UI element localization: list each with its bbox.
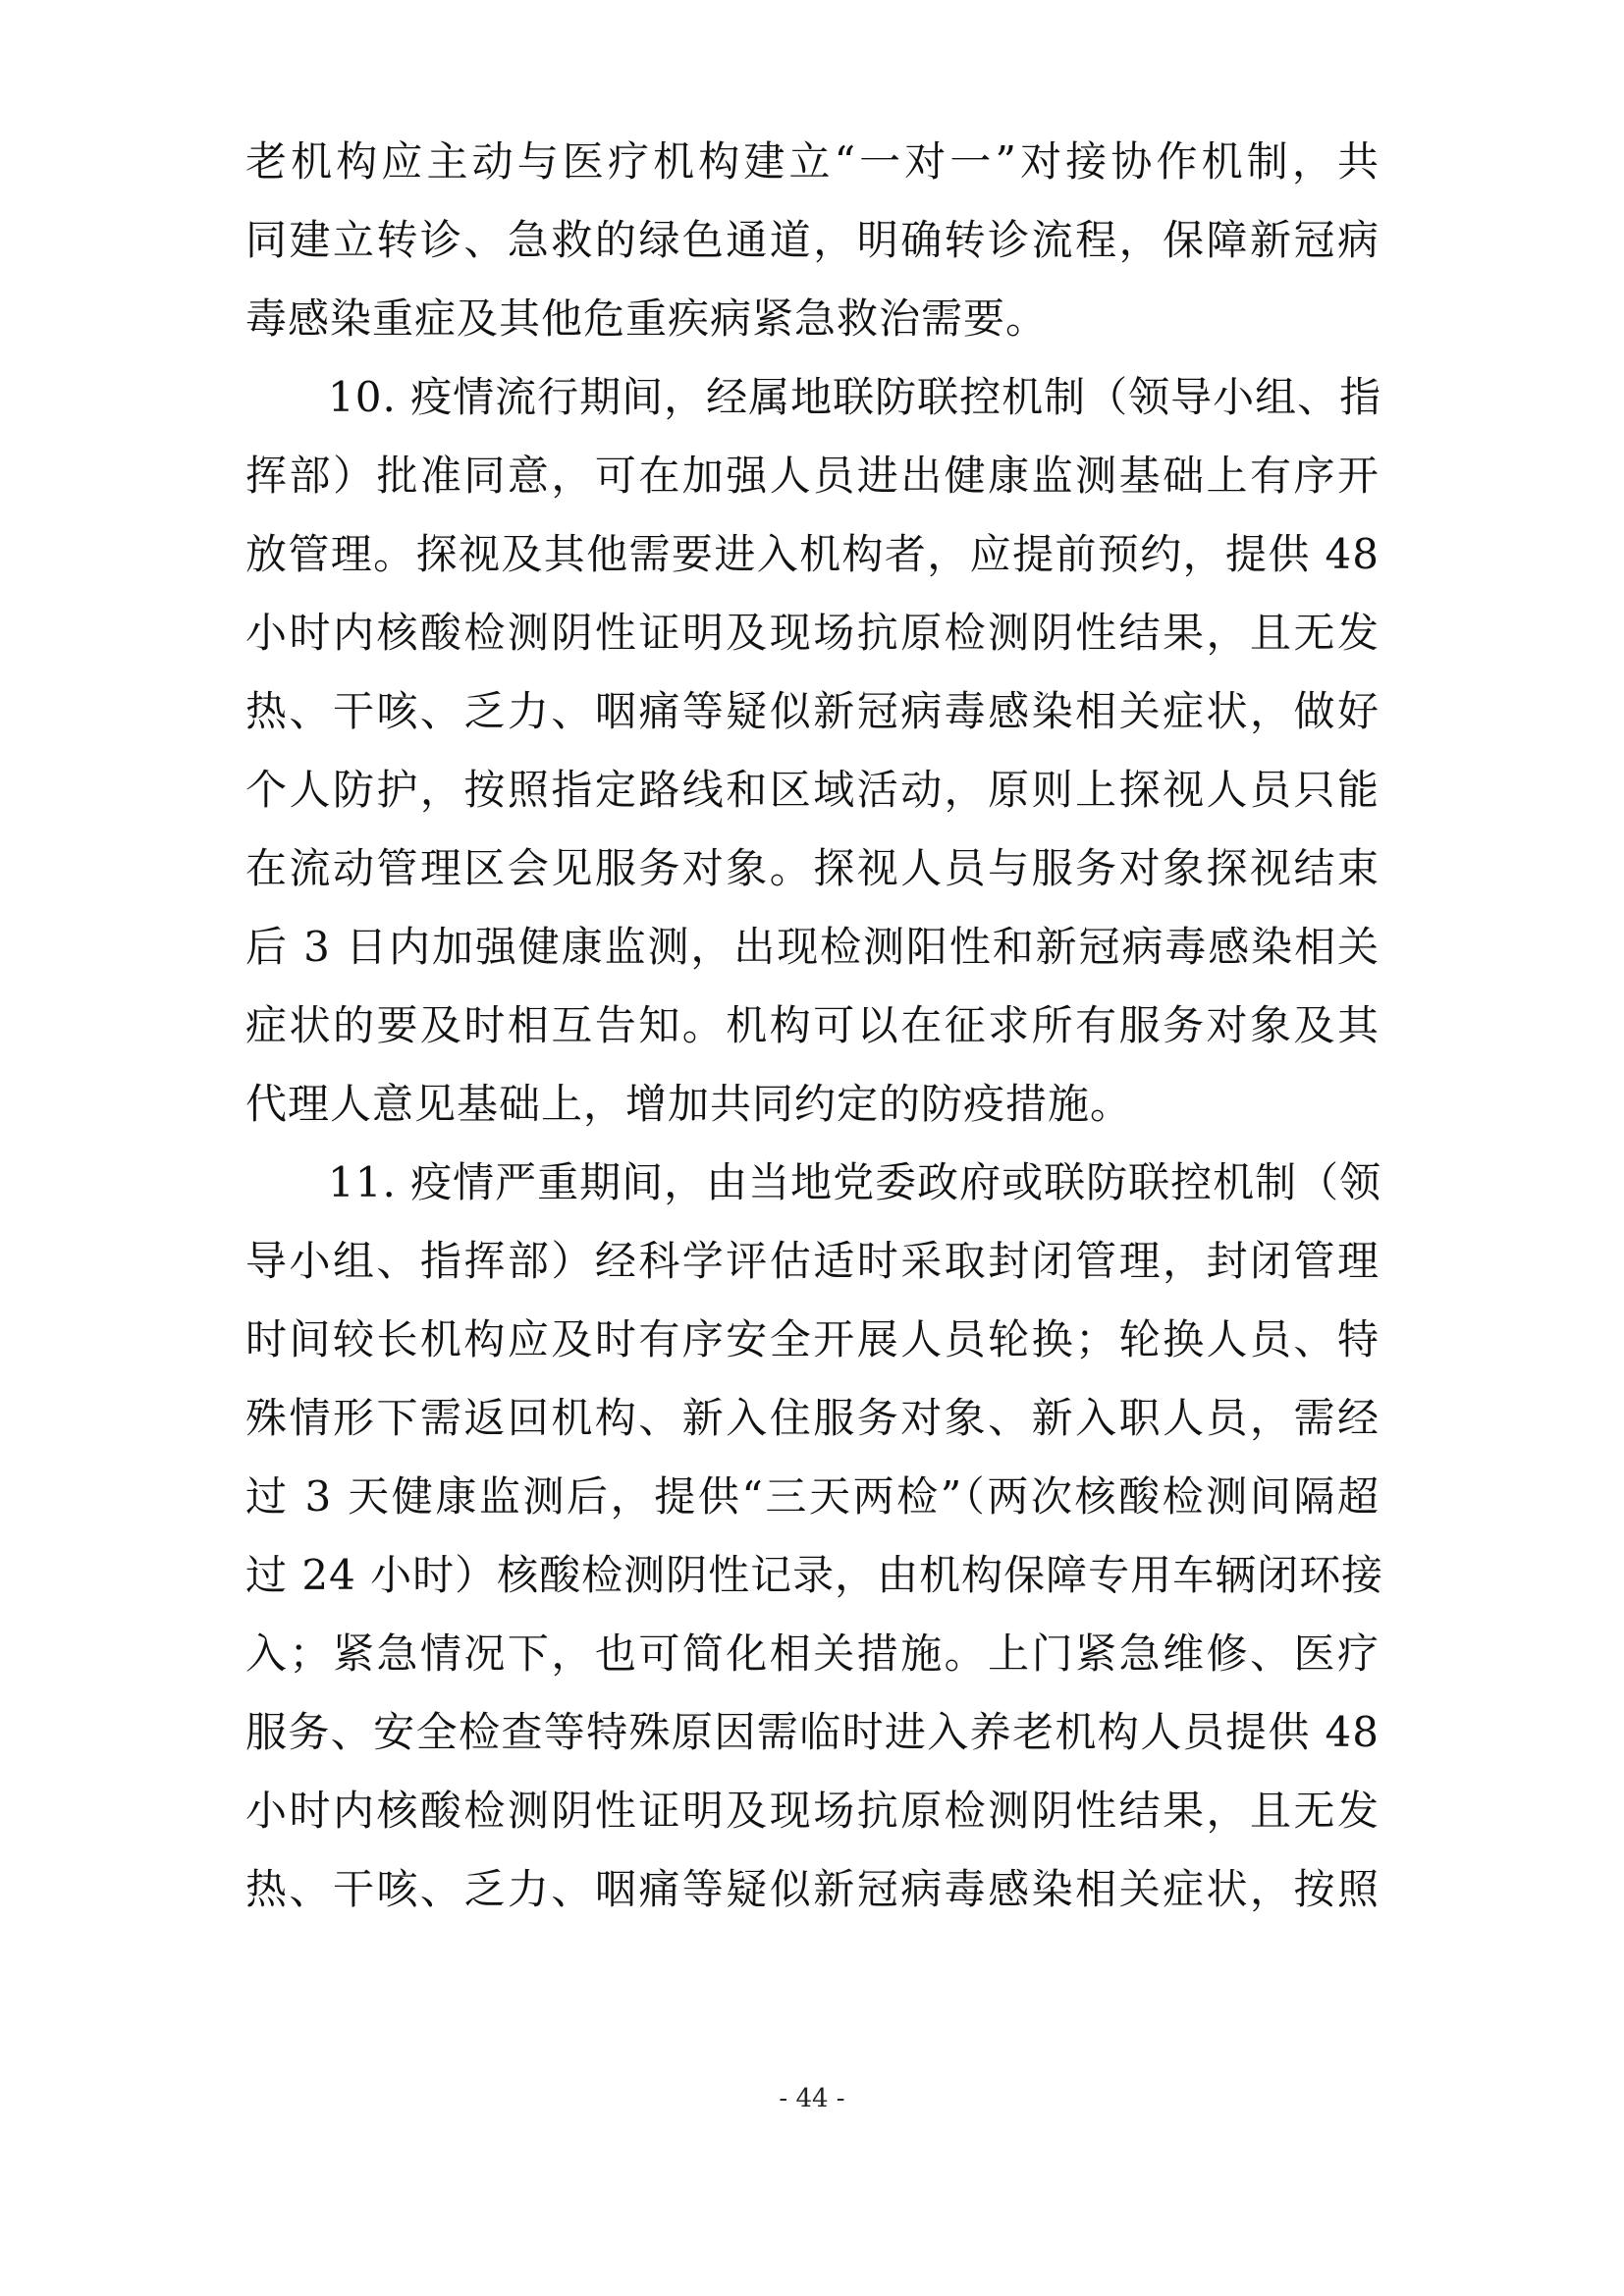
text-line: 热、干咳、乏力、咽痛等疑似新冠病毒感染相关症状，做好 [245, 687, 1380, 735]
text-line: 症状的要及时相互告知。机构可以在征求所有服务对象及其 [245, 1001, 1380, 1049]
text-line: 老机构应主动与医疗机构建立“一对一”对接协作机制，共 [245, 137, 1380, 186]
text-line: 热、干咳、乏力、咽痛等疑似新冠病毒感染相关症状，按照 [245, 1865, 1380, 1913]
text-line: 挥部）批准同意，可在加强人员进出健康监测基础上有序开 [245, 452, 1380, 500]
page-number: - 44 - [779, 2084, 845, 2113]
text-line: 过 3 天健康监测后，提供“三天两检”（两次核酸检测间隔超 [245, 1472, 1380, 1521]
text-line: 毒感染重症及其他危重疾病紧急救治需要。 [245, 294, 1049, 343]
text-line: 小时内核酸检测阴性证明及现场抗原检测阴性结果，且无发 [245, 1787, 1380, 1835]
text-line: 代理人意见基础上，增加共同约定的防疫措施。 [245, 1080, 1133, 1128]
text-line: 时间较长机构应及时有序安全开展人员轮换；轮换人员、特 [245, 1315, 1380, 1363]
paragraph-start-line: 10. 疫情流行期间，经属地联防联控机制（领导小组、指 [328, 373, 1382, 421]
paragraph-start-line: 11. 疫情严重期间，由当地党委政府或联防联控机制（领 [328, 1158, 1382, 1206]
text-line: 后 3 日内加强健康监测，出现检测阳性和新冠病毒感染相关 [245, 923, 1380, 971]
text-line: 过 24 小时）核酸检测阴性记录，由机构保障专用车辆闭环接 [245, 1551, 1384, 1599]
text-line: 入；紧急情况下，也可简化相关措施。上门紧急维修、医疗 [245, 1629, 1380, 1678]
text-line: 在流动管理区会见服务对象。探视人员与服务对象探视结束 [245, 844, 1380, 892]
text-line: 导小组、指挥部）经科学评估适时采取封闭管理，封闭管理 [245, 1237, 1380, 1285]
text-line: 同建立转诊、急救的绿色通道，明确转诊流程，保障新冠病 [245, 216, 1380, 264]
text-line: 小时内核酸检测阴性证明及现场抗原检测阴性结果，且无发 [245, 609, 1380, 657]
text-line: 服务、安全检查等特殊原因需临时进入养老机构人员提供 48 [245, 1708, 1380, 1756]
text-line: 殊情形下需返回机构、新入住服务对象、新入职人员，需经 [245, 1394, 1380, 1442]
text-line: 个人防护，按照指定路线和区域活动，原则上探视人员只能 [245, 766, 1380, 814]
text-line: 放管理。探视及其他需要进入机构者，应提前预约，提供 48 [245, 530, 1380, 578]
